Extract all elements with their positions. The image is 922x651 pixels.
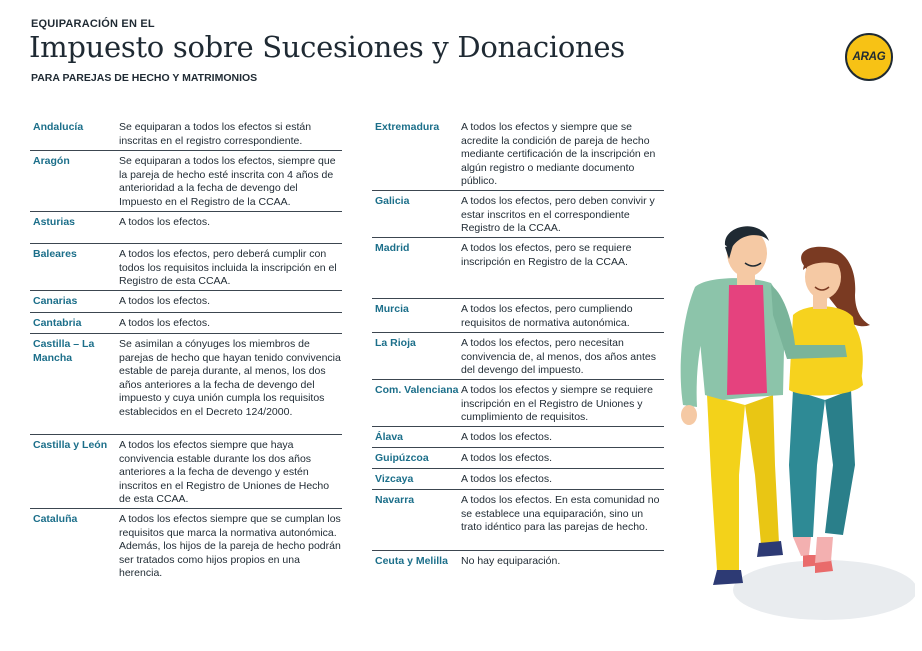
region-description: A todos los efectos. — [461, 452, 553, 464]
region-name: Com. Valenciana — [375, 384, 459, 396]
region-name: Vizcaya — [375, 473, 414, 485]
region-name: Aragón — [33, 155, 70, 167]
region-name: Guipúzcoa — [375, 452, 429, 464]
table-row — [30, 313, 342, 334]
woman-figure — [789, 247, 870, 573]
table-row — [30, 291, 342, 313]
logo-text: ARAG — [852, 51, 886, 63]
region-name: Castilla – La Mancha — [33, 338, 95, 364]
table-row — [372, 117, 664, 191]
region-name: Cataluña — [33, 513, 78, 525]
region-description: A todos los efectos, pero deben convivir y estar inscritos en el correspondiente Registro de la CCAA. — [461, 195, 655, 234]
region-name: Navarra — [375, 494, 415, 506]
region-description: A todos los efectos, pero se requiere inscripción en Registro de la CCAA. — [461, 242, 632, 268]
region-name: Ceuta y Melilla — [375, 555, 448, 567]
region-description: A todos los efectos, pero deberá cumplir con todos los requisitos incluida la inscripción en el Registro de esta CCAA. — [119, 248, 337, 287]
table-row — [372, 427, 664, 448]
region-name: Extremadura — [375, 121, 440, 133]
region-description: A todos los efectos siempre que haya convivencia estable durante los dos años anteriores a la fecha de devengo y estén inscritos en el Registro de Uniones de Hecho de esta CCAA. — [119, 439, 330, 505]
table-row — [30, 244, 342, 291]
page-title: Impuesto sobre Sucesiones y Donaciones — [29, 30, 625, 64]
region-description: Se asimilan a cónyuges los miembros de parejas de hecho que hayan tenido convivencia estable de pareja durante, al menos, los dos años anteriores a la fecha de devengo del impuesto y cuya unión cumpla los requisitos establecidos en el Decreto 124/2000. — [119, 338, 341, 418]
table-row — [372, 551, 664, 573]
table-row — [30, 212, 342, 244]
table-row — [372, 469, 664, 490]
region-name: Murcia — [375, 303, 409, 315]
region-description: A todos los efectos. — [461, 473, 553, 485]
region-name: La Rioja — [375, 337, 416, 349]
table-row — [372, 448, 664, 469]
region-description: A todos los efectos, pero necesitan convivencia de, al menos, dos años antes del devengo del impuesto. — [461, 337, 656, 376]
region-description: A todos los efectos siempre que se cumplan los requisitos que marca la normativa autonómica. Además, los hijos de la pareja de hecho podrán ser tratados como hijos propios en una herencia. — [119, 513, 341, 579]
region-name: Baleares — [33, 248, 77, 260]
region-name: Madrid — [375, 242, 410, 254]
page-subtitle: PARA PAREJAS DE HECHO Y MATRIMONIOS — [31, 72, 258, 84]
table-row — [372, 380, 664, 427]
table-row — [372, 490, 664, 551]
region-name: Andalucía — [33, 121, 84, 133]
table-row — [372, 238, 664, 299]
table-row — [30, 334, 342, 435]
table-row — [30, 117, 342, 151]
left-table — [30, 117, 342, 585]
arag-logo — [845, 33, 893, 81]
region-name: Cantabria — [33, 317, 82, 329]
table-row — [372, 299, 664, 333]
region-name: Canarias — [33, 295, 78, 307]
region-name: Asturias — [33, 216, 76, 228]
table-row — [30, 509, 342, 585]
region-description: A todos los efectos, pero cumpliendo requisitos de normativa autonómica. — [461, 303, 633, 329]
right-table — [372, 117, 664, 573]
region-name: Castilla y León — [33, 439, 108, 451]
table-row — [30, 151, 342, 212]
region-description: A todos los efectos. En esta comunidad no se establece una equiparación, sino un trato idéntico para las parejas de hecho. — [461, 494, 660, 533]
region-description: A todos los efectos. — [119, 216, 211, 228]
table-row — [30, 435, 342, 509]
region-description: A todos los efectos. — [461, 431, 553, 443]
region-description: A todos los efectos y siempre se requiere inscripción en el Registro de Uniones y cumplimiento de requisitos. — [461, 384, 654, 423]
header-kicker: EQUIPARACIÓN EN EL — [31, 18, 155, 30]
region-description: No hay equiparación. — [461, 555, 561, 567]
region-name: Galicia — [375, 195, 410, 207]
couple-illustration — [665, 225, 915, 625]
region-description: A todos los efectos y siempre que se acredite la condición de pareja de hecho mediante certificación de la inscripción en algún registro o mediante documento público. — [461, 121, 656, 187]
region-name: Álava — [375, 431, 404, 443]
region-description: A todos los efectos. — [119, 317, 211, 329]
region-description: A todos los efectos. — [119, 295, 211, 307]
region-description: Se equiparan a todos los efectos si están inscritas en el registro correspondiente. — [119, 121, 312, 147]
region-description: Se equiparan a todos los efectos, siempre que la pareja de hecho esté inscrita con 4 años de anterioridad a la fecha de devengo del Impuesto en el Registro de la CCAA. — [119, 155, 336, 208]
table-row — [372, 333, 664, 380]
table-row — [372, 191, 664, 238]
